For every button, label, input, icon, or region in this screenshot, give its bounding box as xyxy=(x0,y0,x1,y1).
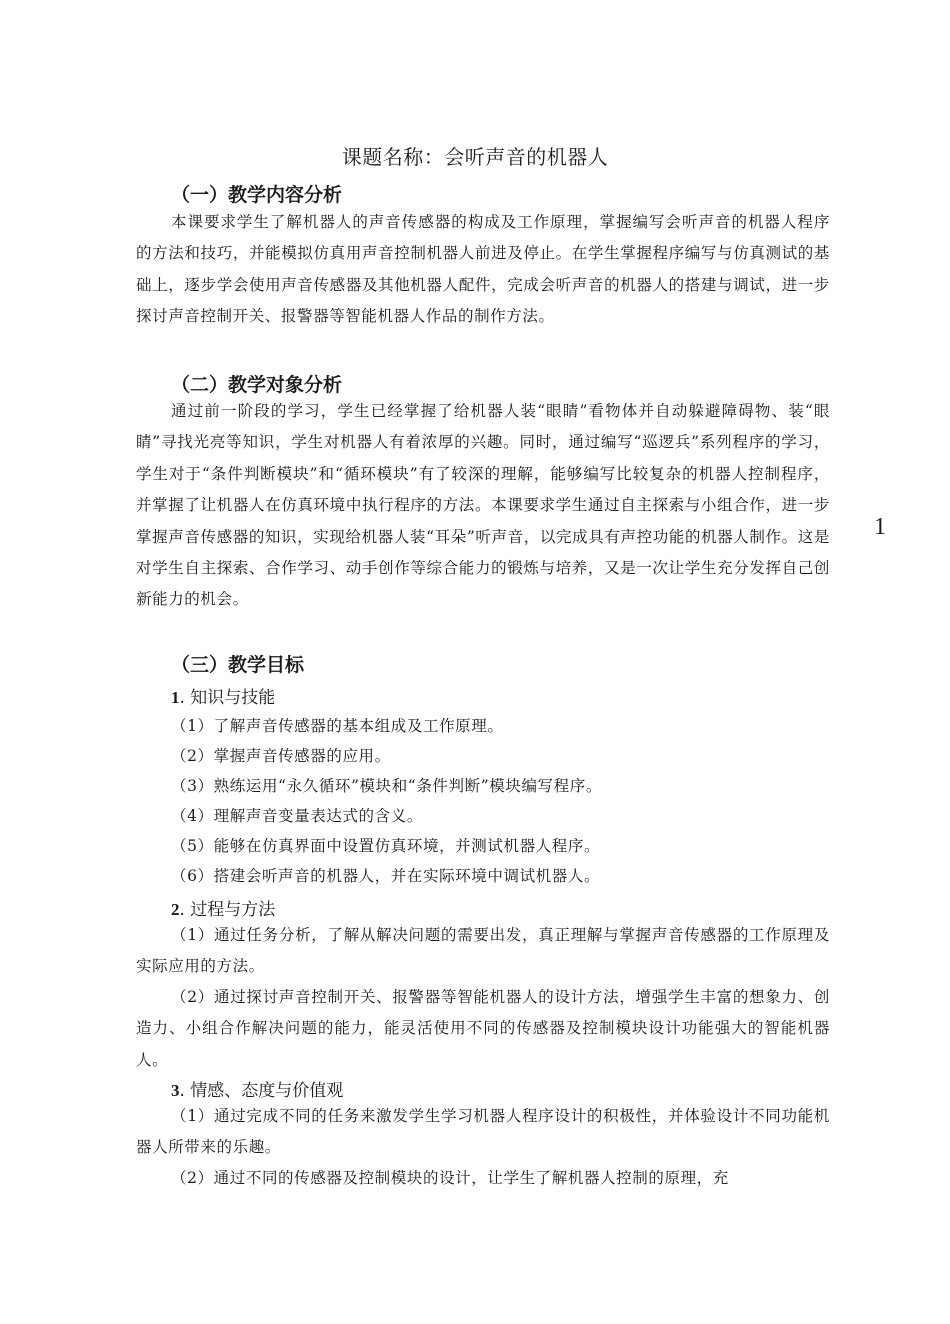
list-item: （4）理解声音变量表达式的含义。 xyxy=(171,807,423,825)
paragraph-process-1: （1）通过任务分析，了解从解决问题的需要出发，真正理解与掌握声音传感器的工作原理及实际应用的方法。 xyxy=(136,926,830,976)
paragraph-audience-analysis: 通过前一阶段的学习，学生已经掌握了给机器人装“眼睛”看物体并自动躲避障碍物、装“眼睛”寻找光亮等知识，学生对机器人有着浓厚的兴趣。同时，通过编写“巡逻兵”系列程序的学习，学生对于“条件判断模块”和“循环模块”有了较深的理解，能够编写比较复杂的机器人控制程序，并掌握了让机器人在仿真环境中执行程序的方法。本课要求学生通过自主探索与小组合作，进一步掌握声音传感器的知识，实现给机器人装“耳朵”听声音，以完成具有声控功能的机器人制作。这是对学生自主探索、合作学习、动手创作等综合能力的锻炼与培养，又是一次让学生充分发挥自己创新能力的机会。 xyxy=(136,402,830,609)
paragraph-emotion-1: （1）通过完成不同的任务来激发学生学习机器人程序设计的积极性，并体验设计不同功能机器人所带来的乐趣。 xyxy=(136,1107,830,1157)
subheading-process-methods xyxy=(171,895,275,920)
list-item: （1）了解声音传感器的基本组成及工作原理。 xyxy=(171,717,504,735)
paragraph-emotion-2: （2）通过不同的传感器及控制模块的设计，让学生了解机器人控制的原理，充 xyxy=(171,1169,729,1187)
subheading-number: 3 xyxy=(171,1081,180,1100)
subheading-emotion-values xyxy=(171,1076,343,1101)
list-item: （6）搭建会听声音的机器人，并在实际环境中调试机器人。 xyxy=(171,867,601,885)
subheading-label: . 知识与技能 xyxy=(179,688,276,708)
list-item: （3）熟练运用“永久循环”模块和“条件判断”模块编写程序。 xyxy=(171,777,602,795)
document-title: 课题名称：会听声音的机器人 xyxy=(341,145,609,169)
section-heading-objectives: （三）教学目标 xyxy=(171,654,305,676)
subheading-label: . 过程与方法 xyxy=(179,900,276,920)
subheading-number: 2 xyxy=(171,900,180,919)
subheading-label: . 情感、态度与价值观 xyxy=(179,1081,344,1101)
paragraph-content-analysis: 本课要求学生了解机器人的声音传感器的构成及工作原理，掌握编写会听声音的机器人程序的方法和技巧，并能模拟仿真用声音控制机器人前进及停止。在学生掌握程序编写与仿真测试的基础上，逐步学会使用声音传感器及其他机器人配件，完成会听声音的机器人的搭建与调试，进一步探讨声音控制开关、报警器等智能机器人作品的制作方法。 xyxy=(136,213,830,326)
section-heading-content-analysis: （一）教学内容分析 xyxy=(171,184,343,206)
list-item: （5）能够在仿真界面中设置仿真环境，并测试机器人程序。 xyxy=(171,837,601,855)
subheading-number: 1 xyxy=(171,688,180,707)
section-heading-audience-analysis: （二）教学对象分析 xyxy=(171,374,343,396)
list-item: （2）掌握声音传感器的应用。 xyxy=(171,747,391,765)
page-number: 1 xyxy=(874,514,886,540)
subheading-knowledge-skills xyxy=(171,683,275,708)
paragraph-process-2: （2）通过探讨声音控制开关、报警器等智能机器人的设计方法，增强学生丰富的想象力、创造力、小组合作解决问题的能力，能灵活使用不同的传感器及控制模块设计功能强大的智能机器人。 xyxy=(136,988,830,1069)
